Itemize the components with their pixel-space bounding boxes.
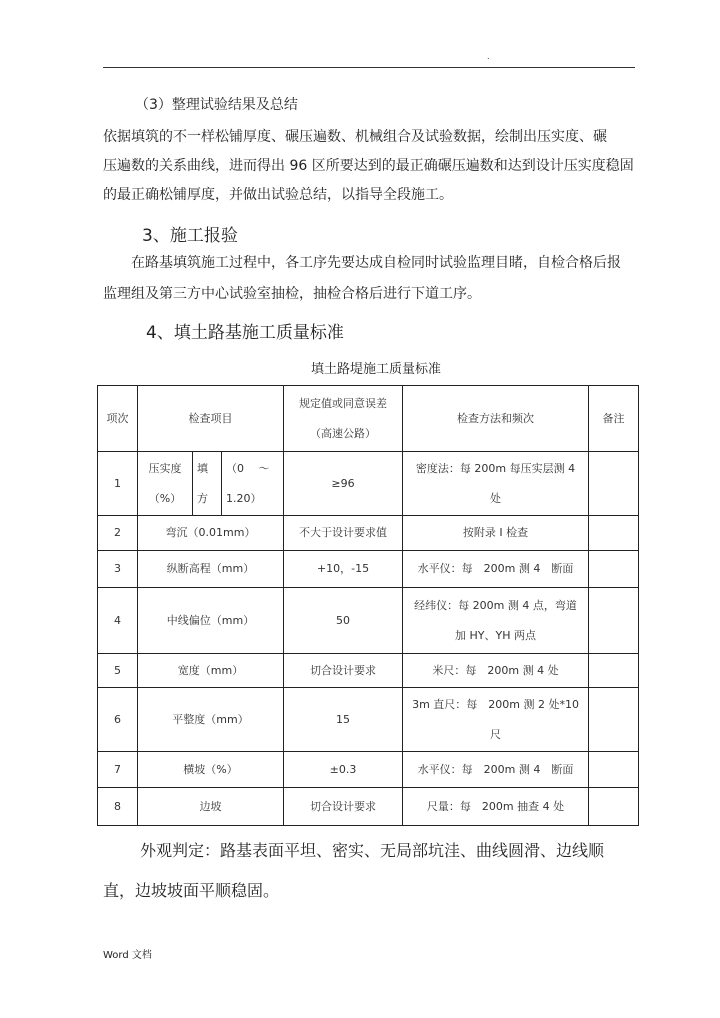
- cell-item-a: [138, 452, 193, 516]
- paragraph-line: 压遍数的关系曲线，进而得出 96 区所要达到的最正确碾压遍数和达到设计压实度稳固: [103, 158, 634, 174]
- cell-item: 弯沉（0.01mm）: [138, 516, 284, 551]
- cell-method: [403, 788, 589, 826]
- header-rule: [103, 67, 635, 68]
- cell-spec: 50: [284, 588, 403, 654]
- cell-note: [589, 688, 639, 752]
- table-header-row: [98, 386, 639, 452]
- paragraph-line: 依据填筑的不一样松铺厚度、碾压遍数、机械组合及试验数据，绘制出压实度、碾: [103, 129, 607, 145]
- cell-text: 尺量：每 200m 抽查 4 处: [426, 799, 565, 813]
- subsection-heading: （3）整理试验结果及总结: [135, 97, 298, 113]
- cell-text: 按附录 I 检查: [462, 526, 529, 539]
- footer-label: Word 文档: [103, 950, 152, 961]
- cell-item: 平整度（mm）: [138, 688, 284, 752]
- cell-text: 尺: [490, 727, 502, 741]
- cell-method: [403, 452, 589, 516]
- cell-text: 水平仪：每 200m 测 4 断面: [417, 762, 574, 776]
- cell-method: [403, 752, 589, 788]
- cell-spec: +10，-15: [284, 551, 403, 588]
- cell-text: 处: [490, 491, 502, 505]
- cell-note: [589, 516, 639, 551]
- table-row: [98, 688, 639, 752]
- cell-method: [403, 588, 589, 654]
- table-row: [98, 588, 639, 654]
- cell-item-b: [193, 452, 222, 516]
- cell-no: 2: [98, 516, 138, 551]
- cell-spec: 15: [284, 688, 403, 752]
- quality-standard-table: [97, 385, 639, 826]
- header-no: 项次: [98, 386, 138, 452]
- cell-note: [589, 752, 639, 788]
- cell-note: [589, 588, 639, 654]
- cell-text: 方: [197, 491, 208, 505]
- table-row: [98, 551, 639, 588]
- cell-note: [589, 452, 639, 516]
- cell-note: [589, 788, 639, 826]
- header-method: 检查方法和频次: [403, 386, 589, 452]
- cell-text: 填: [197, 461, 208, 475]
- paragraph-line: 直，边坡坡面平顺稳固。: [103, 881, 280, 900]
- header-item: 检查项目: [138, 386, 284, 452]
- paragraph-line: 在路基填筑施工过程中，各工序先要达成自检同时试验监理目睹，自检合格后报: [131, 255, 621, 271]
- header-spec-line: （高速公路）: [310, 426, 377, 440]
- paragraph-line: 监理组及第三方中心试验室抽检，抽检合格后进行下道工序。: [103, 286, 481, 302]
- table-row: [98, 516, 639, 551]
- cell-no: 3: [98, 551, 138, 588]
- cell-text: （0 ～: [226, 461, 270, 475]
- section-heading: 3、施工报验: [142, 226, 238, 246]
- cell-item: 宽度（mm）: [138, 654, 284, 688]
- cell-spec: 切合设计要求: [284, 788, 403, 826]
- cell-method: [403, 688, 589, 752]
- cell-text: 加 HY、YH 两点: [455, 628, 537, 642]
- cell-text: 压实度: [148, 461, 182, 475]
- header-note: 备注: [589, 386, 639, 452]
- cell-item: 横坡（%）: [138, 752, 284, 788]
- cell-item: 纵断高程（mm）: [138, 551, 284, 588]
- header-spec-line: 规定值或同意误差: [299, 396, 388, 410]
- table-title: 填土路堤施工质量标准: [311, 362, 442, 377]
- cell-note: [589, 654, 639, 688]
- paragraph-line: 外观判定：路基表面平坦、密实、无局部坑洼、曲线圆滑、边线顺: [140, 841, 605, 860]
- cell-item: 边坡: [138, 788, 284, 826]
- cell-text: 经纬仪：每 200m 测 4 点，弯道: [414, 598, 577, 612]
- cell-no: 7: [98, 752, 138, 788]
- cell-no: 6: [98, 688, 138, 752]
- table-row: [98, 452, 639, 516]
- cell-text: 1.20）: [226, 491, 262, 505]
- cell-text: 3m 直尺：每 200m 测 2 处*10: [412, 697, 579, 711]
- cell-method: [403, 516, 589, 551]
- section-heading: 4、填土路基施工质量标准: [146, 323, 344, 343]
- cell-no: 4: [98, 588, 138, 654]
- cell-spec: ±0.3: [284, 752, 403, 788]
- cell-item: 中线偏位（mm）: [138, 588, 284, 654]
- table-row: [98, 654, 639, 688]
- paragraph-line: 的最正确松铺厚度，并做出试验总结，以指导全段施工。: [103, 187, 453, 203]
- cell-text: （%）: [148, 491, 182, 505]
- cell-text: 水平仪：每 200m 测 4 断面: [417, 562, 574, 575]
- table-row: [98, 788, 639, 826]
- cell-spec: 不大于设计要求值: [284, 516, 403, 551]
- cell-method: [403, 551, 589, 588]
- header-dot: .: [487, 52, 490, 61]
- table-row: [98, 752, 639, 788]
- cell-item-c: [222, 452, 284, 516]
- cell-note: [589, 551, 639, 588]
- cell-text: 密度法：每 200m 每压实层测 4: [415, 461, 576, 475]
- cell-no: 5: [98, 654, 138, 688]
- cell-method: [403, 654, 589, 688]
- header-spec: [284, 386, 403, 452]
- cell-no: 8: [98, 788, 138, 826]
- cell-text: 米尺：每 200m 测 4 处: [432, 663, 559, 677]
- cell-spec: 切合设计要求: [284, 654, 403, 688]
- cell-no: 1: [98, 452, 138, 516]
- cell-spec: ≥96: [284, 452, 403, 516]
